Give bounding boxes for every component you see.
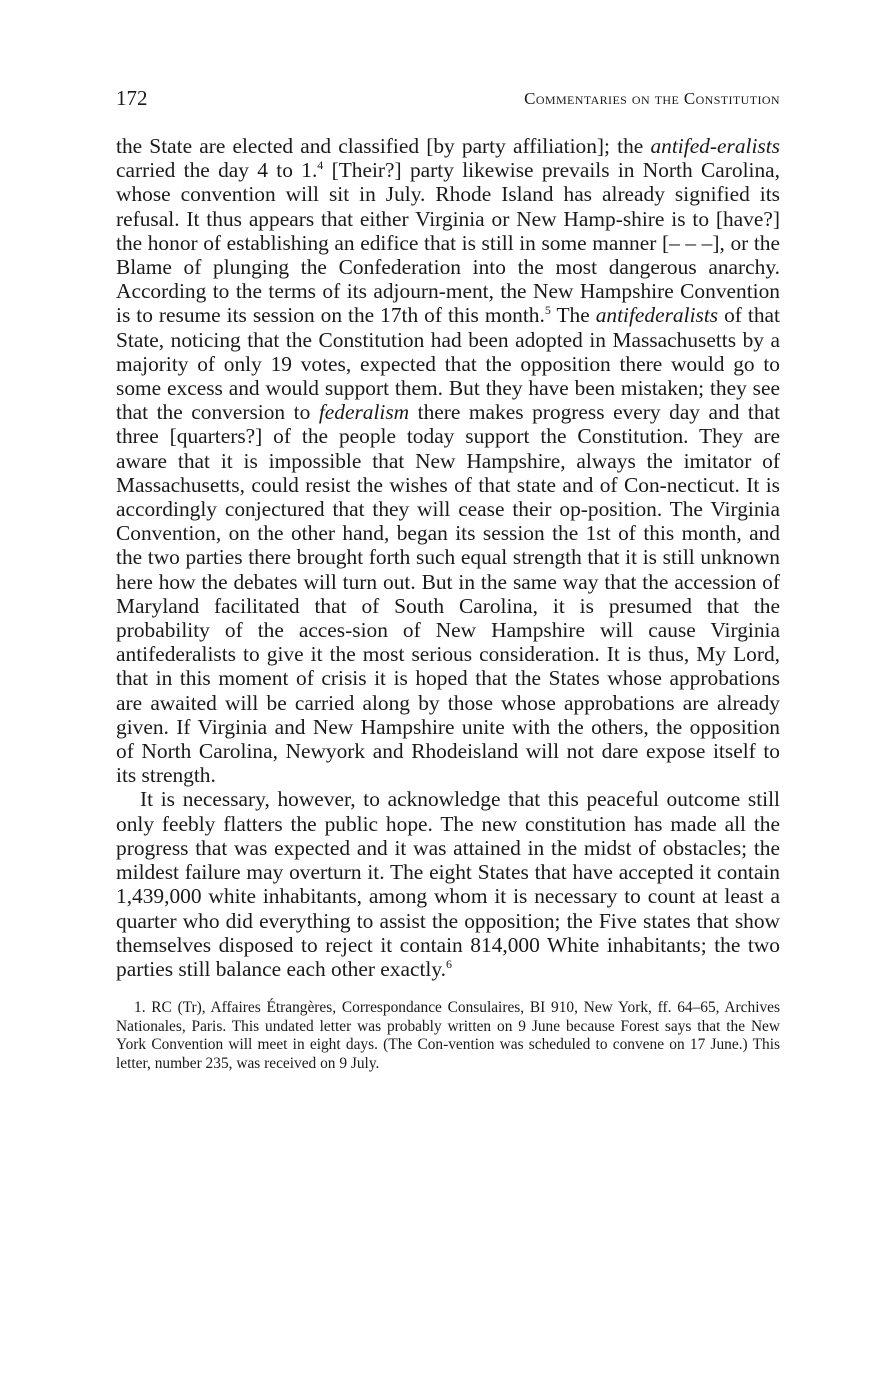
footnote-1: 1. RC (Tr), Affaires Étrangères, Correspondance Consulaires, BI 910, New York, ff. 64–65, Archives Nationales, Paris. This undated letter was probably written on 9 June because Forest says that the New York Convention will meet in eight days. (The Con-vention was scheduled to convene on 17 June.) This letter, number 235, was received on 9 July. xyxy=(116,999,780,1072)
footnote-ref-4[interactable]: 4 xyxy=(317,158,324,173)
paragraph-2 xyxy=(116,787,780,981)
footnote-ref-6[interactable]: 6 xyxy=(446,956,453,971)
p1-text-6: there makes progress every day and that three [quarters?] of the people today support the Constitution. They are aware that it is impossible that New Hampshire, always the imitator of Massachusetts, could resist the wishes of that state and of Con-necticut. It is accordingly conjectured that they will cease their op-position. The Virginia Convention, on the other hand, began its session the 1st of this month, and the two parties there brought forth such equal strength that it is still unknown here how the debates will turn out. But in the same way that the accession of Maryland facilitated that of South Carolina, it is presumed that the probability of the acces-sion of New Hampshire will cause Virginia antifederalists to give it the most serious consideration. It is thus, My Lord, that in this moment of crisis it is hoped that the States whose approbations are awaited will be carried along by those whose approbations are already given. If Virginia and New Hampshire unite with the others, the opposition of North Carolina, Newyork and Rhodeisland will not dare expose itself to its strength. xyxy=(116,400,781,788)
p1-text-5: of that State, noticing that the Constitution had been adopted in Massachusetts by a majority of only 19 votes, expected that the opposition there would go to some excess and would support them. But they have been mistaken; they see that the conversion to xyxy=(116,303,780,425)
p2-text: It is necessary, however, to acknowledge that this peaceful outcome still only feebly flatters the public hope. The new constitution has made all the progress that was expected and it was attained in the midst of obstacles; the mildest failure may overturn it. The eight States that have accepted it contain 1,439,000 white inhabitants, among whom it is necessary to count at least a quarter who did everything to assist the opposition; the Five states that show themselves disposed to reject it contain 814,000 White inhabitants; the two parties still balance each other exactly. xyxy=(116,787,780,981)
footnote-ref-5[interactable]: 5 xyxy=(544,303,551,318)
p1-italic-federalism: federalism xyxy=(318,400,410,425)
p1-italic-antifederalists: antifed-eralists xyxy=(650,134,780,158)
page-number: 172 xyxy=(116,86,148,110)
p1-text-1: the State are elected and classified [by party affiliation]; the xyxy=(116,134,651,158)
running-title: Commentaries on the Constitution xyxy=(524,89,780,108)
p1-text-2: carried the day 4 to 1. xyxy=(116,158,318,183)
p1-text-4: The xyxy=(550,303,596,328)
p1-text-3: [Their?] party likewise prevails in North Carolina, whose convention will sit in July. Rhode Island has already signified its refusal. It thus appears that either Virginia or New Hamp-shire is to [have?] the honor of establishing an edifice that is still in some manner [– – –], or the Blame of plunging the Confederation into the most dangerous anarchy. According to the terms of its adjourn-ment, the New Hampshire Convention is to resume its session on the 17th of this month. xyxy=(116,158,780,328)
running-head xyxy=(116,86,780,116)
body-text xyxy=(116,134,780,981)
paragraph-1 xyxy=(116,134,780,787)
footnotes xyxy=(116,999,780,1073)
document-page xyxy=(116,86,780,1073)
p1-italic-antifederalists-2: antifederalists xyxy=(595,303,719,328)
